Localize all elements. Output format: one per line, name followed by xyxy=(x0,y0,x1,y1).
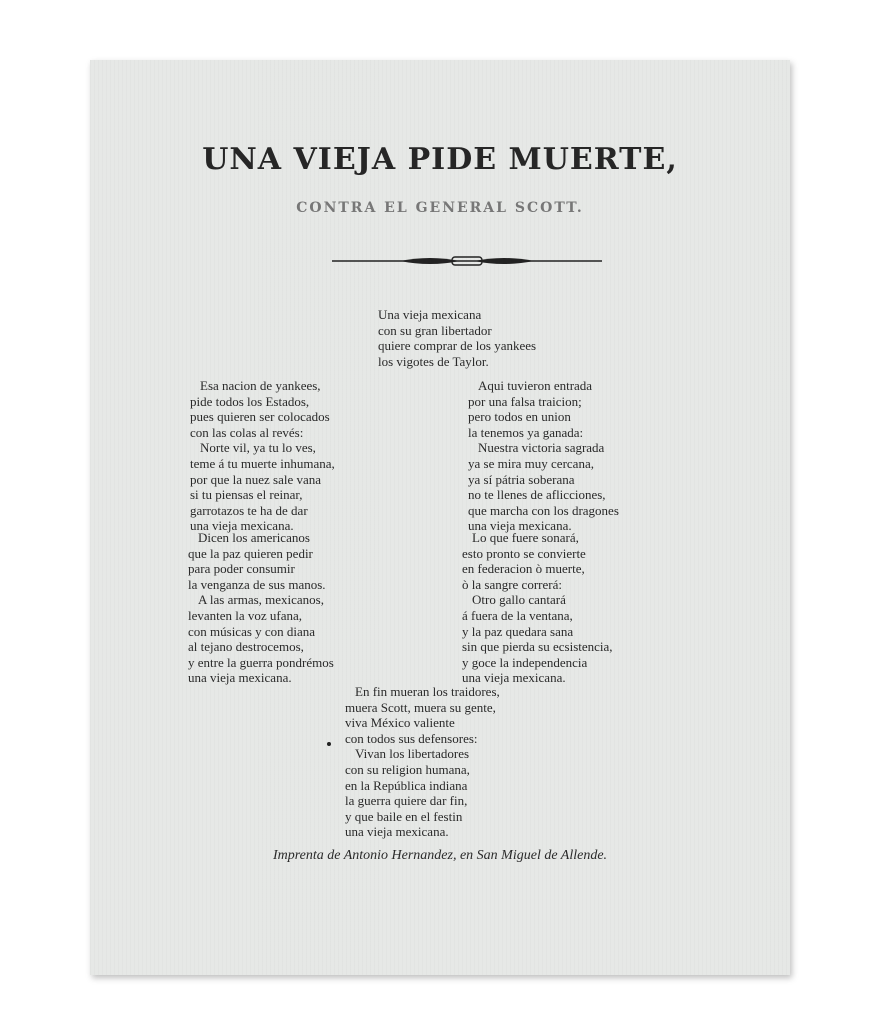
broadside-subtitle: CONTRA EL GENERAL SCOTT. xyxy=(296,200,584,216)
verse-line: la venganza de sus manos. xyxy=(188,576,326,592)
verse-line: viva México valiente xyxy=(345,715,455,731)
verse-line: levanten la voz ufana, xyxy=(188,607,303,623)
verse-line: y goce la independencia xyxy=(462,654,588,670)
verse-line: Una vieja mexicana xyxy=(378,307,482,322)
decorative-rule-icon xyxy=(330,254,604,268)
verse-line: al tejano destrocemos, xyxy=(188,639,304,655)
verse-line: para poder consumir xyxy=(188,561,295,577)
verse-line: una vieja mexicana. xyxy=(190,518,294,534)
verse-line: teme á tu muerte inhumana, xyxy=(190,455,335,471)
bullet-mark xyxy=(327,742,331,746)
right-stanza-1 xyxy=(468,378,619,534)
verse-line: á fuera de la ventana, xyxy=(462,607,573,623)
verse-line: y entre la guerra pondrémos xyxy=(188,654,334,670)
intro-stanza xyxy=(378,307,536,369)
verse-line: Dicen los americanos xyxy=(198,530,310,545)
verse-line: una vieja mexicana. xyxy=(462,670,566,686)
final-stanza xyxy=(345,684,500,840)
verse-line: Norte vil, ya tu lo ves, xyxy=(200,440,316,456)
verse-line: Lo que fuere sonará, xyxy=(472,530,579,545)
verse-line: los vigotes de Taylor. xyxy=(378,353,489,369)
broadside-sheet xyxy=(90,60,790,975)
verse-line: A las armas, mexicanos, xyxy=(198,592,324,608)
verse-line: en federacion ò muerte, xyxy=(462,561,585,577)
verse-line: una vieja mexicana. xyxy=(188,670,292,686)
verse-line: ya sí pátria soberana xyxy=(468,471,575,487)
verse-line: En fin mueran los traidores, xyxy=(355,684,500,699)
verse-line: Otro gallo cantará xyxy=(472,592,566,608)
verse-line: si tu piensas el reinar, xyxy=(190,487,303,503)
verse-line: ya se mira muy cercana, xyxy=(468,455,594,471)
broadside-title: UNA VIEJA PIDE MUERTE, xyxy=(202,142,678,177)
verse-line: con su gran libertador xyxy=(378,322,492,338)
verse-line: quiere comprar de los yankees xyxy=(378,338,537,354)
verse-line: y que baile en el festin xyxy=(345,808,463,824)
verse-line: por que la nuez sale vana xyxy=(190,471,322,487)
verse-line: que marcha con los dragones xyxy=(468,502,619,518)
verse-line: pide todos los Estados, xyxy=(190,393,310,409)
left-stanza-2 xyxy=(188,530,334,686)
verse-line: Esa nacion de yankees, xyxy=(200,378,321,393)
verse-line: Vivan los libertadores xyxy=(355,746,470,762)
verse-line: una vieja mexicana. xyxy=(345,824,449,840)
verse-line: sin que pierda su ecsistencia, xyxy=(462,639,613,655)
verse-line: con su religion humana, xyxy=(345,761,470,777)
verse-line: ò la sangre correrá: xyxy=(462,576,562,592)
verse-line: la guerra quiere dar fin, xyxy=(345,793,468,809)
left-stanza-1 xyxy=(190,378,335,534)
verse-line: que la paz quieren pedir xyxy=(188,545,313,561)
verse-line: Aqui tuvieron entrada xyxy=(478,378,593,393)
verse-line: la tenemos ya ganada: xyxy=(468,424,584,440)
verse-line: no te llenes de aflicciones, xyxy=(468,487,606,503)
verse-line: con las colas al revés: xyxy=(190,424,304,440)
verse-line: y la paz quedara sana xyxy=(462,623,574,639)
verse-line: por una falsa traicion; xyxy=(468,393,582,409)
verse-line: muera Scott, muera su gente, xyxy=(345,699,496,715)
verse-line: en la República indiana xyxy=(345,777,468,793)
verse-line: una vieja mexicana. xyxy=(468,518,572,534)
verse-line: garrotazos te ha de dar xyxy=(190,502,308,518)
verse-line: con músicas y con diana xyxy=(188,623,316,639)
verse-line: esto pronto se convierte xyxy=(462,545,586,561)
right-stanza-2 xyxy=(462,530,613,686)
verse-line: pero todos en union xyxy=(468,409,571,425)
verse-line: pues quieren ser colocados xyxy=(190,409,330,425)
printer-imprint: Imprenta de Antonio Hernandez, en San Miguel de Allende. xyxy=(272,848,608,863)
verse-line: Nuestra victoria sagrada xyxy=(478,440,605,456)
verse-line: con todos sus defensores: xyxy=(345,730,478,746)
